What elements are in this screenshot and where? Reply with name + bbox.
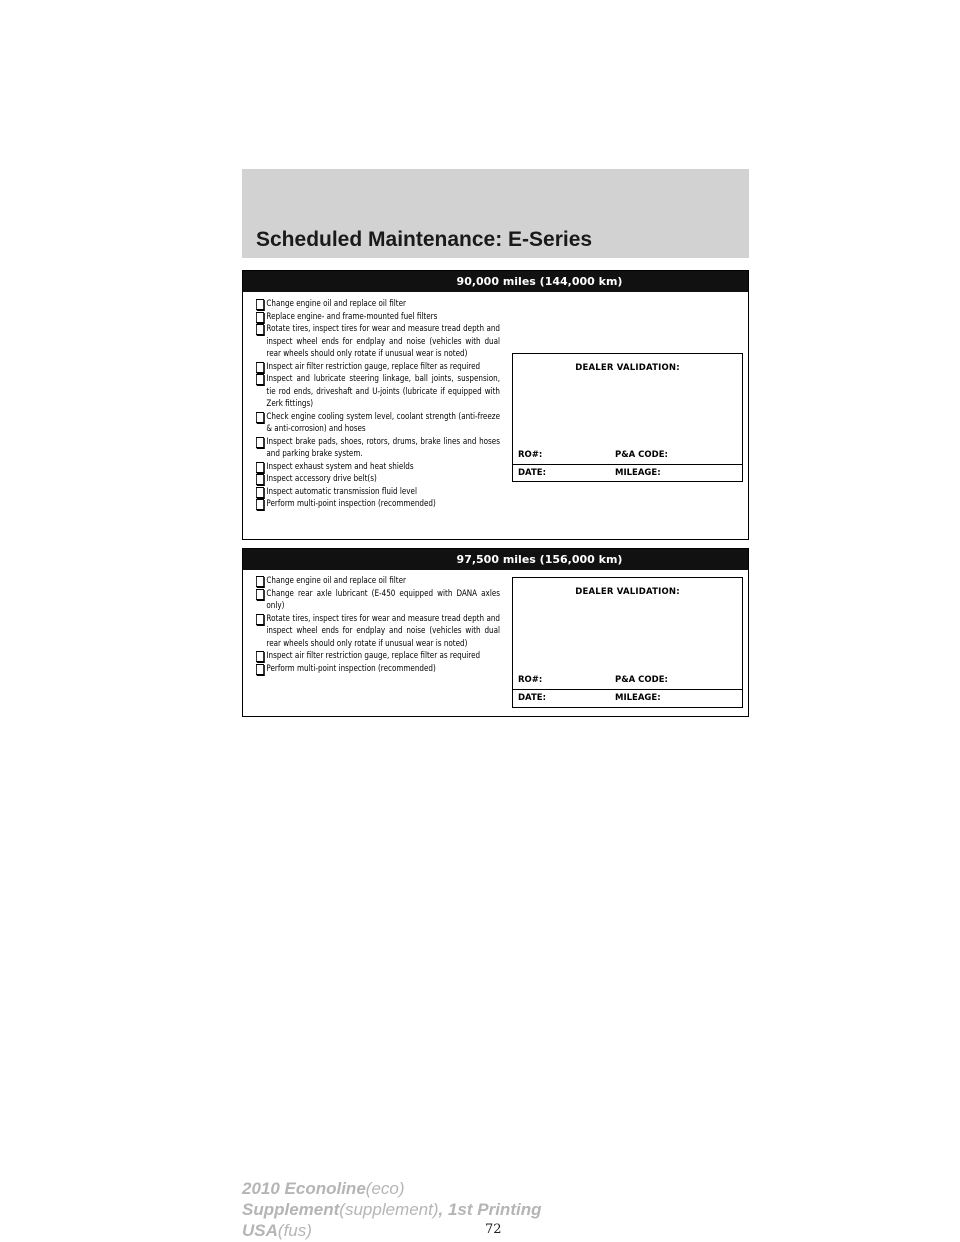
print-footer (242, 1178, 541, 1241)
dealer-validation-title: DEALER VALIDATION: (575, 363, 680, 373)
page-header (242, 169, 749, 258)
task-item: Inspect and lubricate steering linkage, ball joints, suspension, tie rod ends, driveshaft and U-joints (lubricate if equipped with Zerk fittings) (256, 373, 500, 411)
section-heading-text: 97,500 miles (156,000 km) (456, 553, 623, 566)
date-row (513, 466, 742, 480)
mileage-label: MILEAGE: (615, 693, 661, 703)
checkbox-icon[interactable] (256, 474, 264, 485)
task-item: Rotate tires, inspect tires for wear and measure tread depth and inspect wheel ends for endplay and noise (vehicles with dual rear wheels should only rotate if unusual wear is noted) (256, 323, 500, 361)
task-item: Inspect exhaust system and heat shields (256, 461, 500, 474)
footer-line-1: 2010 Econoline(eco) (242, 1179, 405, 1198)
maintenance-section-97500 (242, 548, 749, 717)
checkbox-icon[interactable] (256, 374, 264, 385)
mileage-label: MILEAGE: (615, 468, 661, 478)
task-item: Check engine cooling system level, coolant strength (anti-freeze & anti-corrosion) and hoses (256, 411, 500, 436)
dealer-validation-box (512, 577, 743, 708)
checkbox-icon[interactable] (256, 614, 264, 625)
task-item: Replace engine- and frame-mounted fuel filters (256, 311, 500, 324)
task-item: Inspect automatic transmission fluid level (256, 486, 500, 499)
pa-code-label: P&A CODE: (615, 675, 668, 685)
section-heading (243, 549, 748, 570)
ro-row (513, 448, 742, 465)
task-item: Perform multi-point inspection (recommended) (256, 498, 500, 511)
maintenance-section-90000 (242, 270, 749, 540)
task-list (256, 575, 500, 675)
task-item: Change engine oil and replace oil filter (256, 575, 500, 588)
page-number: 72 (485, 1222, 502, 1237)
section-heading-text: 90,000 miles (144,000 km) (456, 275, 623, 288)
checkbox-icon[interactable] (256, 324, 264, 335)
footer-line-2: Supplement(supplement), 1st Printing (242, 1200, 542, 1219)
checkbox-icon[interactable] (256, 312, 264, 323)
task-list (256, 298, 500, 511)
ro-label: RO#: (518, 450, 543, 460)
checkbox-icon[interactable] (256, 651, 264, 662)
task-item: Inspect accessory drive belt(s) (256, 473, 500, 486)
task-item: Rotate tires, inspect tires for wear and measure tread depth and inspect wheel ends for endplay and noise (vehicles with dual rear wheels should only rotate if unusual wear is noted) (256, 613, 500, 651)
checkbox-icon[interactable] (256, 412, 264, 423)
footer-line-3: USA(fus) (242, 1221, 312, 1240)
checkbox-icon[interactable] (256, 589, 264, 600)
section-heading (243, 271, 748, 292)
checkbox-icon[interactable] (256, 664, 264, 675)
checkbox-icon[interactable] (256, 487, 264, 498)
ro-label: RO#: (518, 675, 543, 685)
date-label: DATE: (518, 468, 546, 478)
dealer-validation-title: DEALER VALIDATION: (575, 587, 680, 597)
task-item: Perform multi-point inspection (recommended) (256, 663, 500, 676)
page-title: Scheduled Maintenance: E-Series (256, 228, 593, 251)
dealer-validation-box (512, 353, 743, 482)
pa-code-label: P&A CODE: (615, 450, 668, 460)
checkbox-icon[interactable] (256, 499, 264, 510)
task-item: Inspect brake pads, shoes, rotors, drums, brake lines and hoses and parking brake system. (256, 436, 500, 461)
task-item: Change engine oil and replace oil filter (256, 298, 500, 311)
task-item: Inspect air filter restriction gauge, replace filter as required (256, 361, 500, 374)
date-row (513, 691, 742, 705)
task-item: Inspect air filter restriction gauge, replace filter as required (256, 650, 500, 663)
task-item: Change rear axle lubricant (E-450 equipped with DANA axles only) (256, 588, 500, 613)
date-label: DATE: (518, 693, 546, 703)
ro-row (513, 673, 742, 690)
checkbox-icon[interactable] (256, 576, 264, 587)
checkbox-icon[interactable] (256, 437, 264, 448)
checkbox-icon[interactable] (256, 299, 264, 310)
checkbox-icon[interactable] (256, 462, 264, 473)
checkbox-icon[interactable] (256, 362, 264, 373)
